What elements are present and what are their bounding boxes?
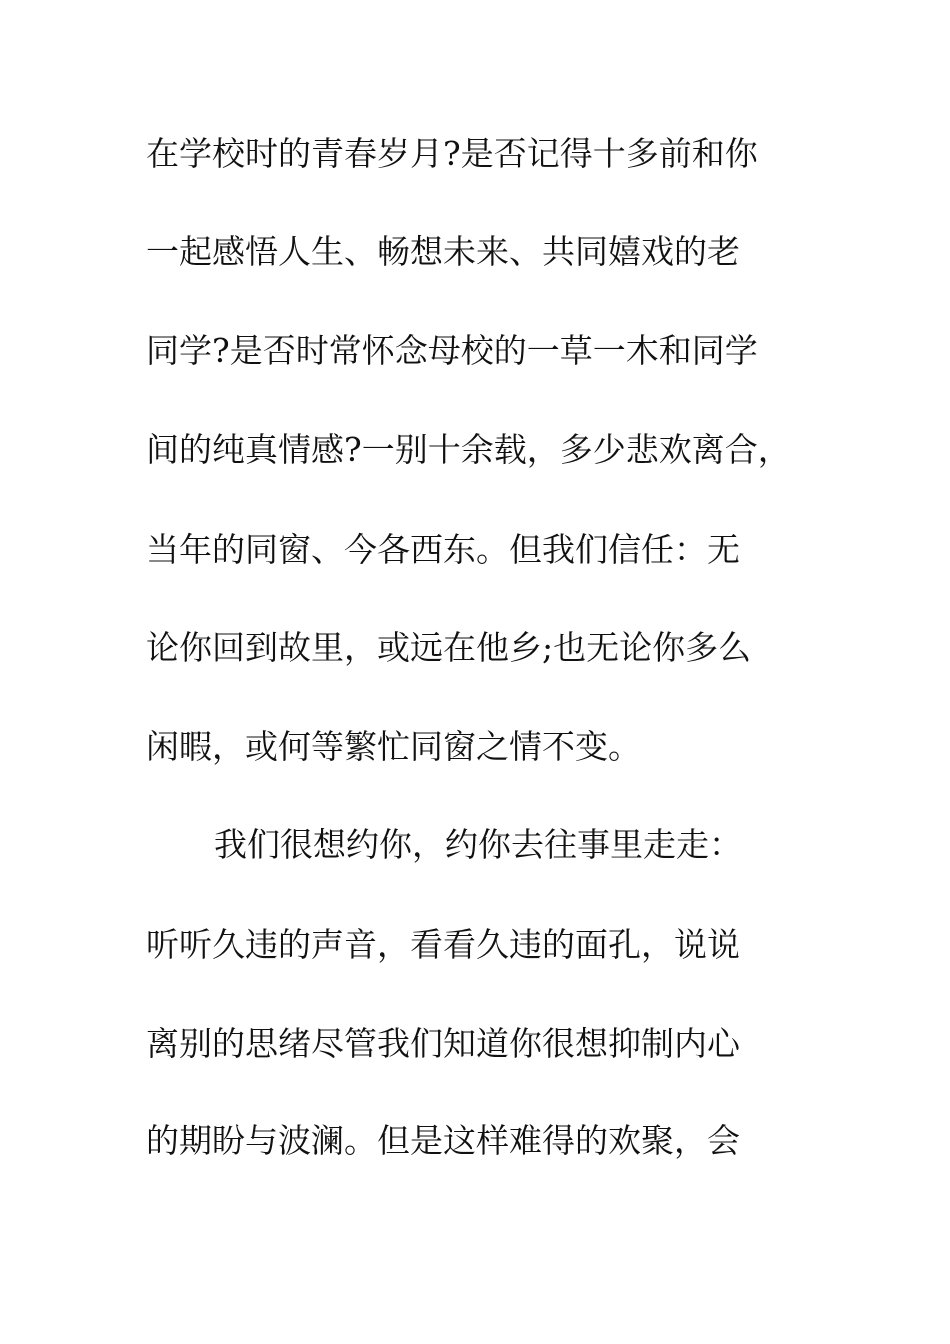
text-line: 当年的同窗、今各西东。但我们信任：无 — [146, 530, 740, 569]
text-line: 的期盼与波澜。但是这样难得的欢聚，会 — [146, 1121, 740, 1160]
text-line: 论你回到故里，或远在他乡;也无论你多么 — [146, 628, 752, 667]
text-line: 一起感悟人生、畅想未来、共同嬉戏的老 — [146, 232, 740, 271]
text-line: 离别的思绪尽管我们知道你很想抑制内心 — [146, 1024, 740, 1063]
text-line: 同学?是否时常怀念母校的一草一木和同学 — [146, 331, 758, 370]
text-line: 闲暇，或何等繁忙同窗之情不变。 — [146, 727, 641, 766]
text-line: 间的纯真情感?一别十余载，多少悲欢离合， — [146, 430, 791, 469]
paragraph-first-line: 我们很想约你，约你去往事里走走： — [214, 825, 742, 864]
text-line: 在学校时的青春岁月?是否记得十多前和你 — [146, 134, 758, 173]
text-line: 听听久违的声音，看看久违的面孔，说说 — [146, 925, 740, 964]
